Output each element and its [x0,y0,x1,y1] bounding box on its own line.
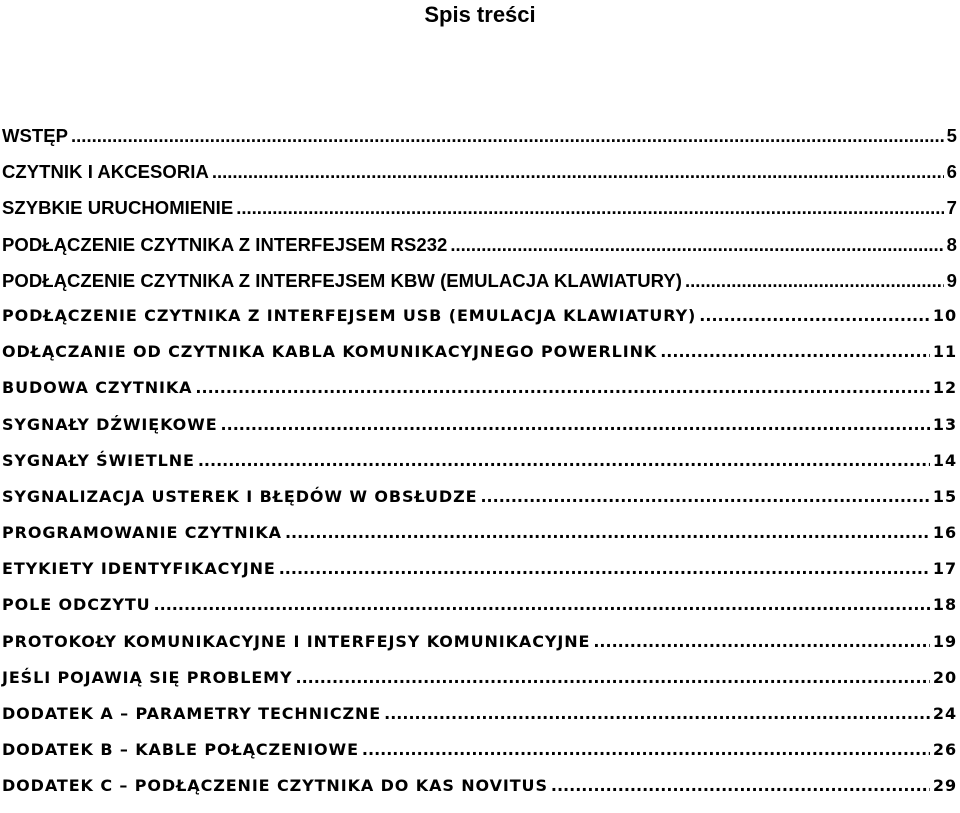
toc-dot-leader [699,306,930,325]
toc-entry-page: 11 [932,342,957,362]
toc-entry[interactable] [2,197,960,233]
toc-entry[interactable] [2,632,960,668]
toc-dot-leader [71,125,944,147]
toc-entry-label: PODŁĄCZENIE CZYTNIKA Z INTERFEJSEM RS232 [2,233,448,255]
toc-entry-label: PROGRAMOWANIE CZYTNIKA [2,523,282,543]
toc-entry-page: 14 [932,450,957,470]
toc-entry[interactable] [2,776,960,812]
toc-entry-page: 13 [932,414,957,434]
toc-dot-leader [384,704,930,723]
toc-dot-leader [450,234,943,256]
toc-entry[interactable] [2,125,960,161]
toc-entry[interactable] [2,451,960,487]
toc-entry[interactable] [2,704,960,740]
toc-entry-label: CZYTNIK I AKCESORIA [2,161,209,183]
toc-entry-label: BUDOWA CZYTNIKA [2,378,193,398]
toc-dot-leader [198,451,930,470]
toc-entry-label: POLE ODCZYTU [2,595,151,615]
toc-dot-leader [362,740,930,759]
toc-entry-label: ETYKIETY IDENTYFIKACYJNE [2,559,276,579]
toc-entry[interactable] [2,559,960,595]
toc-entry-page: 26 [932,740,957,760]
toc-entry[interactable] [2,668,960,704]
toc-entry[interactable] [2,740,960,776]
toc-entry-page: 29 [932,776,957,796]
toc-entry-label: ODŁĄCZANIE OD CZYTNIKA KABLA KOMUNIKACYJNEGO POWERLINK [2,342,658,362]
toc-dot-leader [285,523,930,542]
toc-entry-label: DODATEK A – PARAMETRY TECHNICZNE [2,704,382,723]
toc-entry[interactable] [2,306,960,342]
toc-entry-page: 7 [946,197,957,219]
toc-dot-leader [551,776,930,795]
toc-entry-page: 18 [932,595,957,615]
toc-entry-page: 5 [946,125,957,146]
toc-entry-label: SYGNAŁY DŹWIĘKOWE [2,414,218,434]
toc-entry-page: 12 [932,378,957,398]
toc-dot-leader [685,270,944,292]
toc-entry-label: PROTOKOŁY KOMUNIKACYJNE I INTERFEJSY KOMUNIKACYJNE [2,631,591,651]
toc-entry-label: PODŁĄCZENIE CZYTNIKA Z INTERFEJSEM KBW (EMULACJA KLAWIATURY) [2,269,682,291]
toc-entry[interactable] [2,415,960,451]
toc-entry[interactable] [2,523,960,559]
toc-entry[interactable] [2,161,960,197]
toc-entry-label: WSTĘP [2,125,69,146]
toc-dot-leader [593,632,930,651]
toc-dot-leader [295,668,929,687]
toc-entry[interactable] [2,378,960,414]
toc-entry-page: 9 [946,269,957,291]
toc-entry-page: 8 [946,233,957,255]
toc-entry-label: DODATEK B – KABLE POŁĄCZENIOWE [2,740,359,760]
toc-entry-label: JEŚLI POJAWIĄ SIĘ PROBLEMY [2,667,293,687]
toc-dot-leader [212,161,944,183]
toc-entry-label: DODATEK C – PODŁĄCZENIE CZYTNIKA DO KAS NOVITUS [2,776,548,796]
toc-entry-page: 6 [946,161,957,183]
toc-entry[interactable] [2,487,960,523]
toc-entry-page: 17 [932,559,957,579]
toc-entry-label: SZYBKIE URUCHOMIENIE [2,197,234,219]
toc-dot-leader [236,197,943,219]
toc-dot-leader [221,415,930,434]
table-of-contents [2,125,960,813]
toc-entry-page: 24 [932,704,957,723]
toc-entry[interactable] [2,270,960,306]
toc-entry[interactable] [2,234,960,270]
page-title: Spis treści [424,2,536,27]
toc-entry-page: 19 [932,631,957,651]
toc-entry-label: SYGNALIZACJA USTEREK I BŁĘDÓW W OBSŁUDZE [2,486,478,506]
toc-entry[interactable] [2,595,960,631]
toc-dot-leader [480,487,929,506]
toc-dot-leader [660,342,930,361]
toc-entry-label: SYGNAŁY ŚWIETLNE [2,450,195,470]
toc-entry[interactable] [2,342,960,378]
toc-dot-leader [279,559,930,578]
toc-entry-page: 15 [932,486,957,506]
toc-entry-page: 20 [932,667,957,687]
toc-entry-page: 16 [932,523,957,543]
toc-dot-leader [195,378,930,397]
toc-entry-label: PODŁĄCZENIE CZYTNIKA Z INTERFEJSEM USB (EMULACJA KLAWIATURY) [2,305,697,325]
toc-dot-leader [154,595,930,614]
toc-entry-page: 10 [932,305,957,325]
